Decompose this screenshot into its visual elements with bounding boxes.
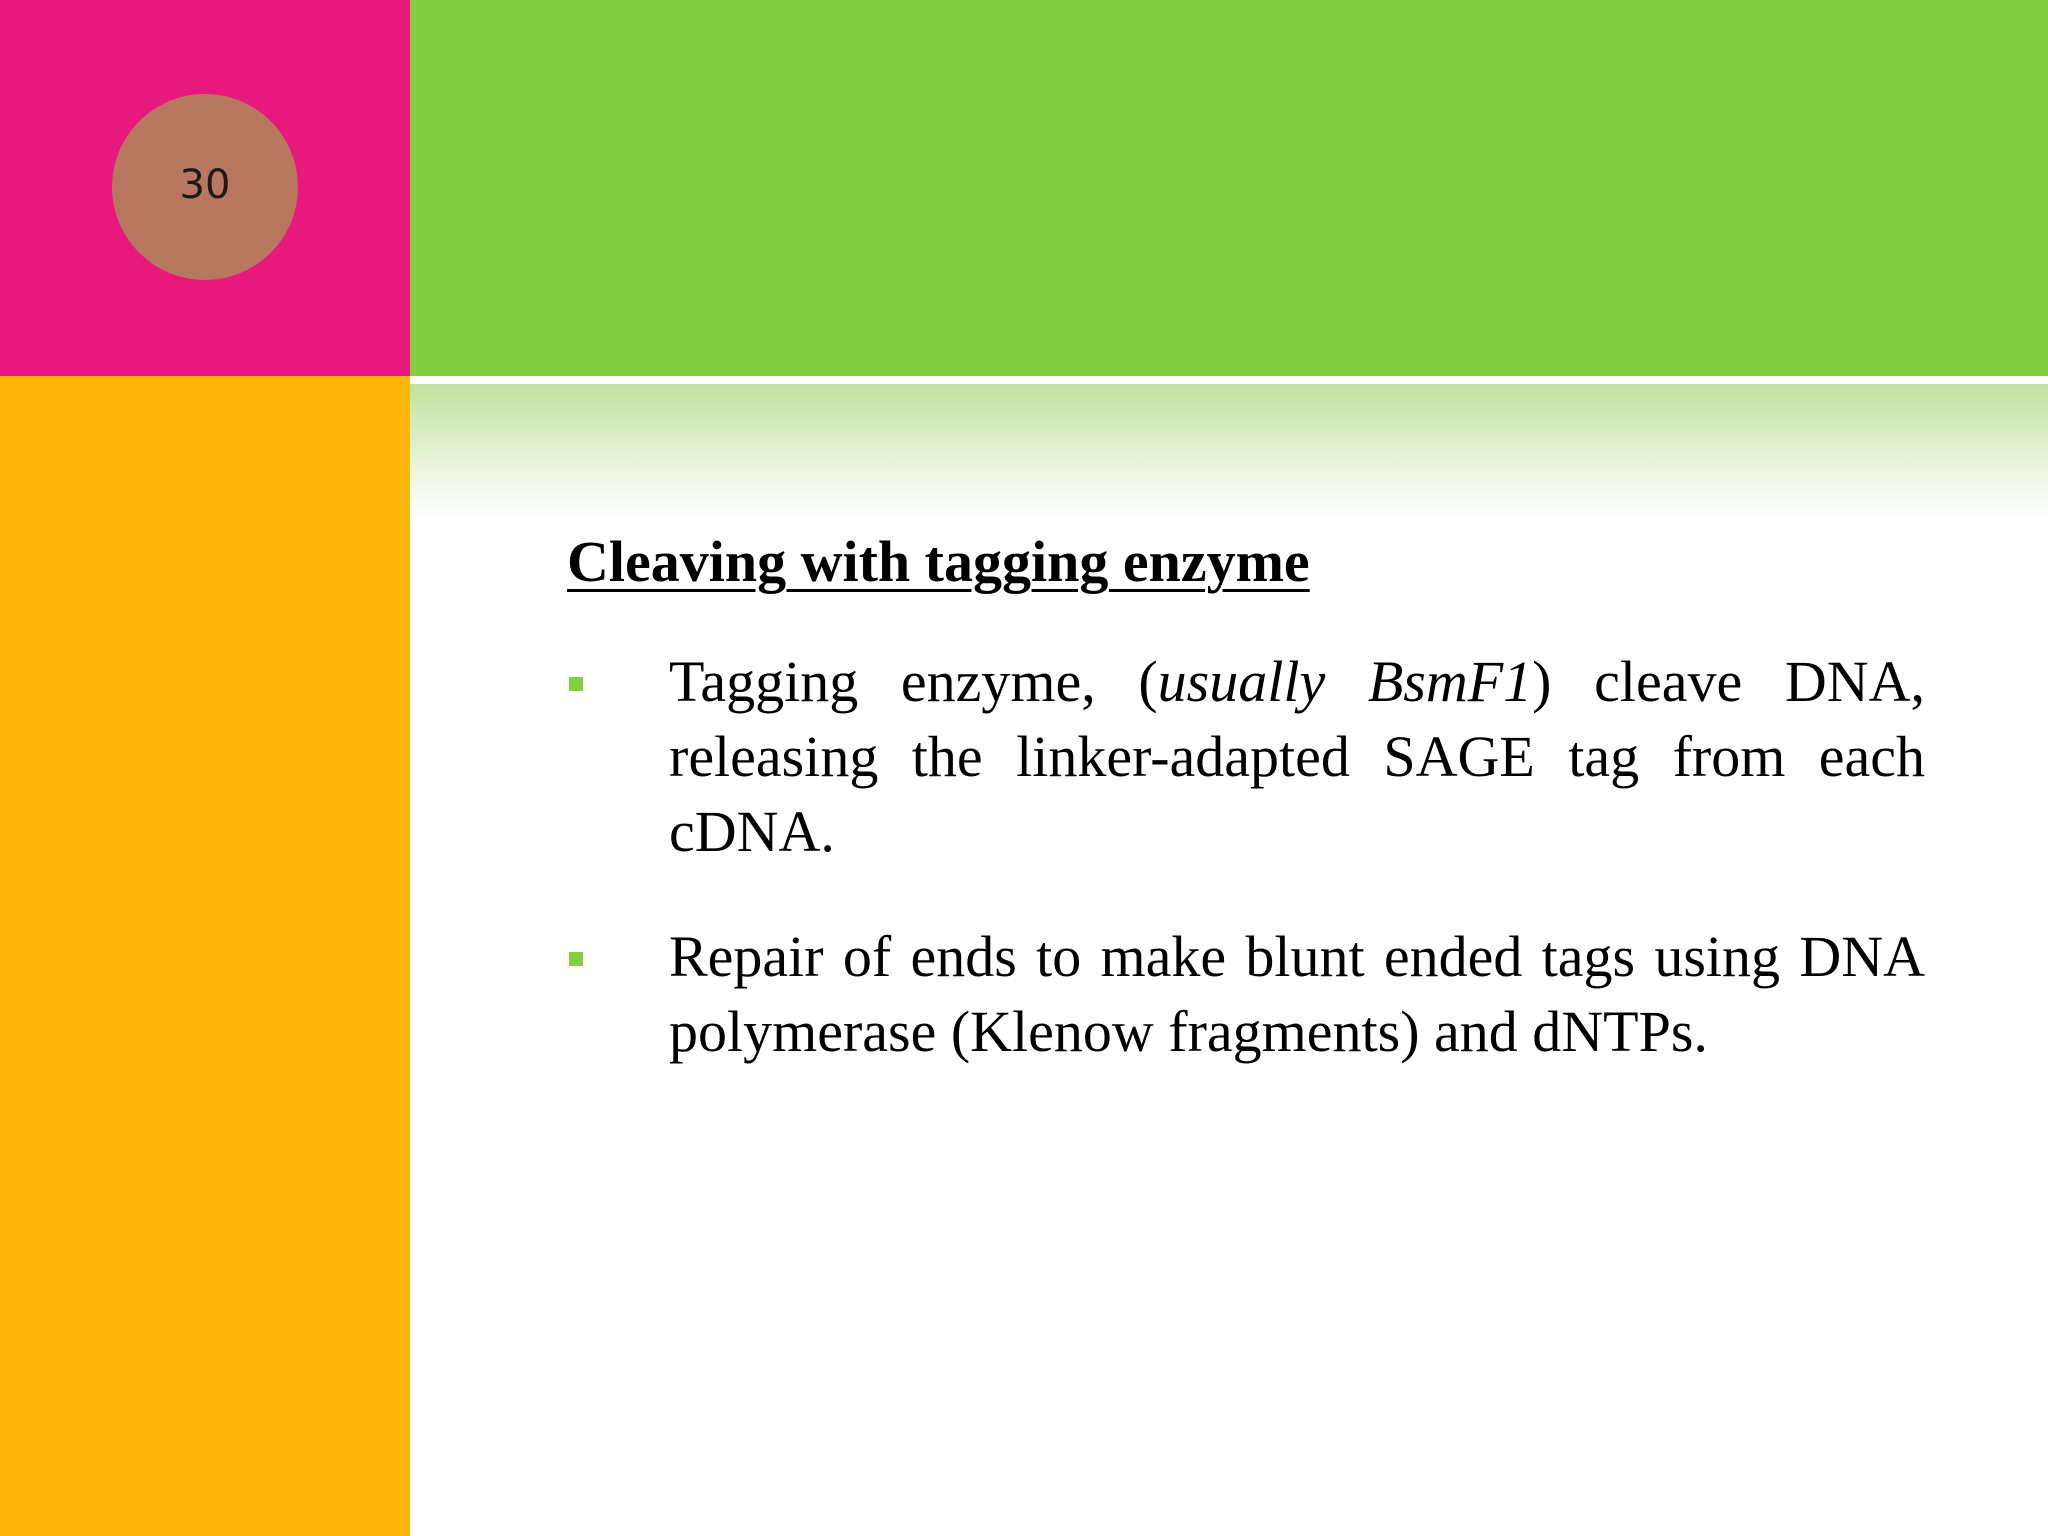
bullet-text: Repair of ends to make blunt ended tags using DNA polymerase (Klenow fragments) and dNTPs. bbox=[669, 924, 1925, 1064]
bullet-item-repair-ends bbox=[567, 919, 1925, 1069]
bullet-text-pre: Tagging enzyme, ( bbox=[669, 649, 1158, 714]
square-bullet-icon bbox=[569, 952, 583, 966]
bullet-list bbox=[567, 644, 1925, 1069]
green-gradient-band bbox=[410, 384, 2048, 520]
sidebar-orange-block bbox=[0, 376, 410, 1536]
slide-content bbox=[567, 520, 1925, 1069]
bullet-text-italic: usually BsmF1 bbox=[1157, 649, 1533, 714]
slide-heading: Cleaving with tagging enzyme bbox=[567, 529, 1310, 594]
square-bullet-icon bbox=[569, 677, 583, 691]
bullet-item-tagging-enzyme bbox=[567, 644, 1925, 869]
header-green-block bbox=[410, 0, 2048, 376]
slide-number-badge bbox=[112, 94, 298, 280]
header-divider bbox=[410, 376, 2048, 384]
bullet-text-post: ) cleave DNA, releasing the linker-adapted SAGE tag from each cDNA. bbox=[669, 649, 1925, 864]
slide-number: 30 bbox=[179, 162, 231, 208]
